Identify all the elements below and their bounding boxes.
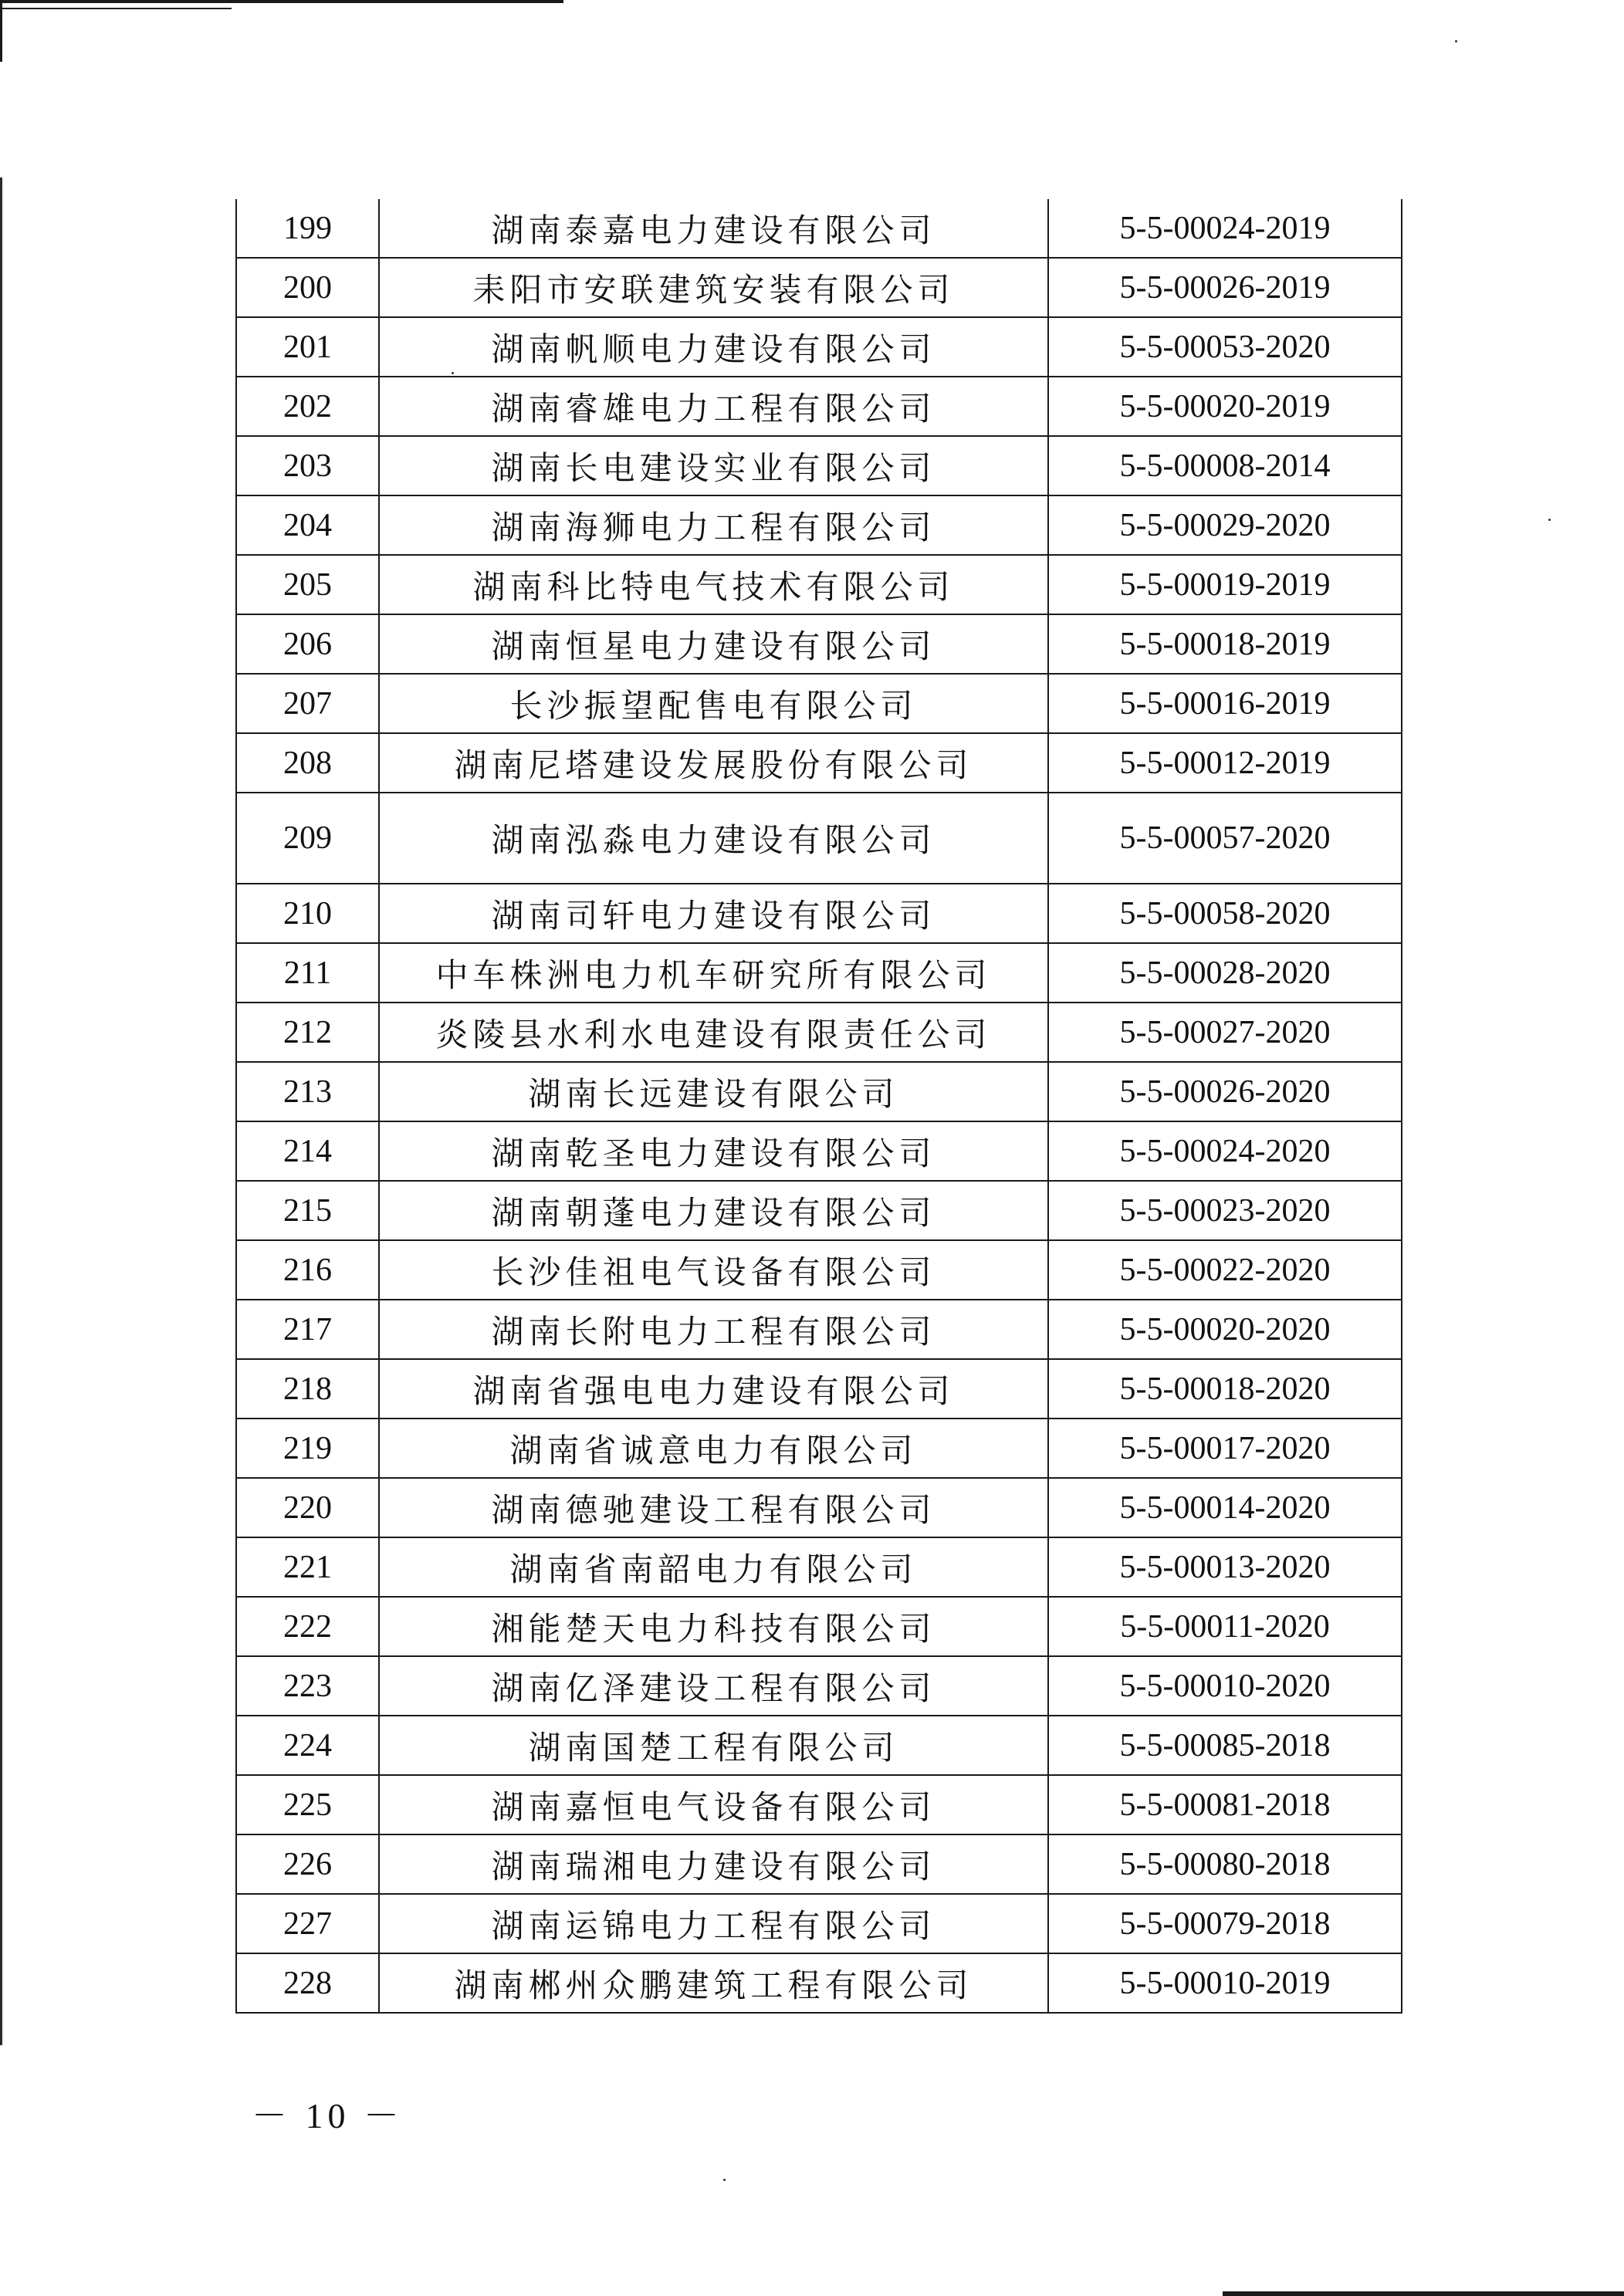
certificate-code: 5-5-00018-2020 [1048,1359,1402,1419]
row-number: 216 [236,1240,379,1300]
certificate-code: 5-5-00010-2019 [1048,1953,1402,2013]
company-name: 湖南帆顺电力建设有限公司 [379,317,1048,377]
row-number: 227 [236,1894,379,1953]
row-number: 228 [236,1953,379,2013]
row-number: 209 [236,793,379,884]
row-number: 210 [236,884,379,943]
company-name: 湖南嘉恒电气设备有限公司 [379,1775,1048,1834]
table-row [236,1597,1402,1656]
table-row [236,199,1402,258]
row-number: 212 [236,1003,379,1062]
table-row [236,614,1402,674]
certificate-code: 5-5-00079-2018 [1048,1894,1402,1953]
certificate-code: 5-5-00080-2018 [1048,1834,1402,1894]
scan-edge-left [0,0,2,62]
company-name: 湖南省强电电力建设有限公司 [379,1359,1048,1419]
company-name: 湖南海狮电力工程有限公司 [379,495,1048,555]
row-number: 211 [236,943,379,1003]
certificate-code: 5-5-00053-2020 [1048,317,1402,377]
certificate-code: 5-5-00027-2020 [1048,1003,1402,1062]
certificate-code: 5-5-00022-2020 [1048,1240,1402,1300]
roster-body [236,199,1402,2013]
table-row [236,1834,1402,1894]
row-number: 218 [236,1359,379,1419]
company-name: 湖南长电建设实业有限公司 [379,436,1048,495]
company-name: 湖南运锦电力工程有限公司 [379,1894,1048,1953]
company-name: 长沙振望配售电有限公司 [379,674,1048,733]
certificate-code: 5-5-00018-2019 [1048,614,1402,674]
company-name: 湖南省诚意电力有限公司 [379,1419,1048,1478]
row-number: 213 [236,1062,379,1121]
table-row [236,1419,1402,1478]
row-number: 202 [236,377,379,436]
company-name: 湖南长附电力工程有限公司 [379,1300,1048,1359]
certificate-code: 5-5-00013-2020 [1048,1537,1402,1597]
certificate-code: 5-5-00085-2018 [1048,1716,1402,1775]
table-row [236,1656,1402,1716]
table-row [236,1240,1402,1300]
table-row [236,1062,1402,1121]
table-row [236,258,1402,317]
row-number: 224 [236,1716,379,1775]
company-name: 长沙佳祖电气设备有限公司 [379,1240,1048,1300]
company-name: 湘能楚天电力科技有限公司 [379,1597,1048,1656]
table-row [236,1537,1402,1597]
row-number: 222 [236,1597,379,1656]
row-number: 205 [236,555,379,614]
row-number: 204 [236,495,379,555]
company-name: 炎陵县水利水电建设有限责任公司 [379,1003,1048,1062]
scan-edge-left-long [0,178,2,2045]
certificate-code: 5-5-00020-2020 [1048,1300,1402,1359]
row-number: 201 [236,317,379,377]
company-name: 湖南省南韶电力有限公司 [379,1537,1048,1597]
certificate-code: 5-5-00023-2020 [1048,1181,1402,1240]
certificate-code: 5-5-00024-2020 [1048,1121,1402,1181]
company-name: 湖南司轩电力建设有限公司 [379,884,1048,943]
certificate-code: 5-5-00012-2019 [1048,733,1402,793]
row-number: 221 [236,1537,379,1597]
company-name: 湖南郴州众鹏建筑工程有限公司 [379,1953,1048,2013]
company-name: 湖南恒星电力建设有限公司 [379,614,1048,674]
table-row [236,377,1402,436]
company-name: 湖南乾圣电力建设有限公司 [379,1121,1048,1181]
scan-speck [1548,519,1551,521]
table-row [236,1953,1402,2013]
table-row [236,884,1402,943]
row-number: 223 [236,1656,379,1716]
certificate-code: 5-5-00026-2020 [1048,1062,1402,1121]
company-name: 湖南瑞湘电力建设有限公司 [379,1834,1048,1894]
table-row [236,1121,1402,1181]
table-row [236,495,1402,555]
row-number: 199 [236,199,379,258]
row-number: 217 [236,1300,379,1359]
table-row [236,1300,1402,1359]
scan-edge-bottom [1223,2291,1624,2296]
row-number: 219 [236,1419,379,1478]
row-number: 207 [236,674,379,733]
certificate-code: 5-5-00019-2019 [1048,555,1402,614]
certificate-code: 5-5-00011-2020 [1048,1597,1402,1656]
certificate-code: 5-5-00081-2018 [1048,1775,1402,1834]
row-number: 200 [236,258,379,317]
row-number: 206 [236,614,379,674]
certificate-code: 5-5-00016-2019 [1048,674,1402,733]
company-name: 湖南睿雄电力工程有限公司 [379,377,1048,436]
table-row [236,1775,1402,1834]
certificate-code: 5-5-00029-2020 [1048,495,1402,555]
company-name: 湖南德驰建设工程有限公司 [379,1478,1048,1537]
row-number: 226 [236,1834,379,1894]
company-name: 湖南尼塔建设发展股份有限公司 [379,733,1048,793]
table-row [236,1716,1402,1775]
company-name: 湖南朝蓬电力建设有限公司 [379,1181,1048,1240]
table-row [236,733,1402,793]
company-roster-table [235,199,1402,2014]
company-name: 湖南科比特电气技术有限公司 [379,555,1048,614]
company-name: 湖南泓淼电力建设有限公司 [379,793,1048,884]
certificate-code: 5-5-00024-2019 [1048,199,1402,258]
table-row [236,1359,1402,1419]
scan-edge-top [0,0,563,3]
table-row [236,436,1402,495]
company-name: 湖南长远建设有限公司 [379,1062,1048,1121]
row-number: 215 [236,1181,379,1240]
table-row [236,793,1402,884]
row-number: 203 [236,436,379,495]
certificate-code: 5-5-00028-2020 [1048,943,1402,1003]
row-number: 214 [236,1121,379,1181]
certificate-code: 5-5-00057-2020 [1048,793,1402,884]
table-row [236,1478,1402,1537]
table-row [236,1181,1402,1240]
row-number: 220 [236,1478,379,1537]
scan-speck [723,2179,726,2181]
table-row [236,1003,1402,1062]
page-number: － 10 － [252,2096,404,2135]
row-number: 208 [236,733,379,793]
table-row [236,317,1402,377]
table-row [236,555,1402,614]
row-number: 225 [236,1775,379,1834]
table-row [236,674,1402,733]
table-row [236,1894,1402,1953]
certificate-code: 5-5-00058-2020 [1048,884,1402,943]
certificate-code: 5-5-00020-2019 [1048,377,1402,436]
certificate-code: 5-5-00008-2014 [1048,436,1402,495]
company-name: 湖南泰嘉电力建设有限公司 [379,199,1048,258]
company-name: 湖南国楚工程有限公司 [379,1716,1048,1775]
table-row [236,943,1402,1003]
company-name: 耒阳市安联建筑安装有限公司 [379,258,1048,317]
scan-speck [1455,40,1457,42]
company-name: 湖南亿泽建设工程有限公司 [379,1656,1048,1716]
certificate-code: 5-5-00010-2020 [1048,1656,1402,1716]
company-name: 中车株洲电力机车研究所有限公司 [379,943,1048,1003]
scan-edge-top-secondary [0,8,232,9]
certificate-code: 5-5-00017-2020 [1048,1419,1402,1478]
certificate-code: 5-5-00014-2020 [1048,1478,1402,1537]
certificate-code: 5-5-00026-2019 [1048,258,1402,317]
